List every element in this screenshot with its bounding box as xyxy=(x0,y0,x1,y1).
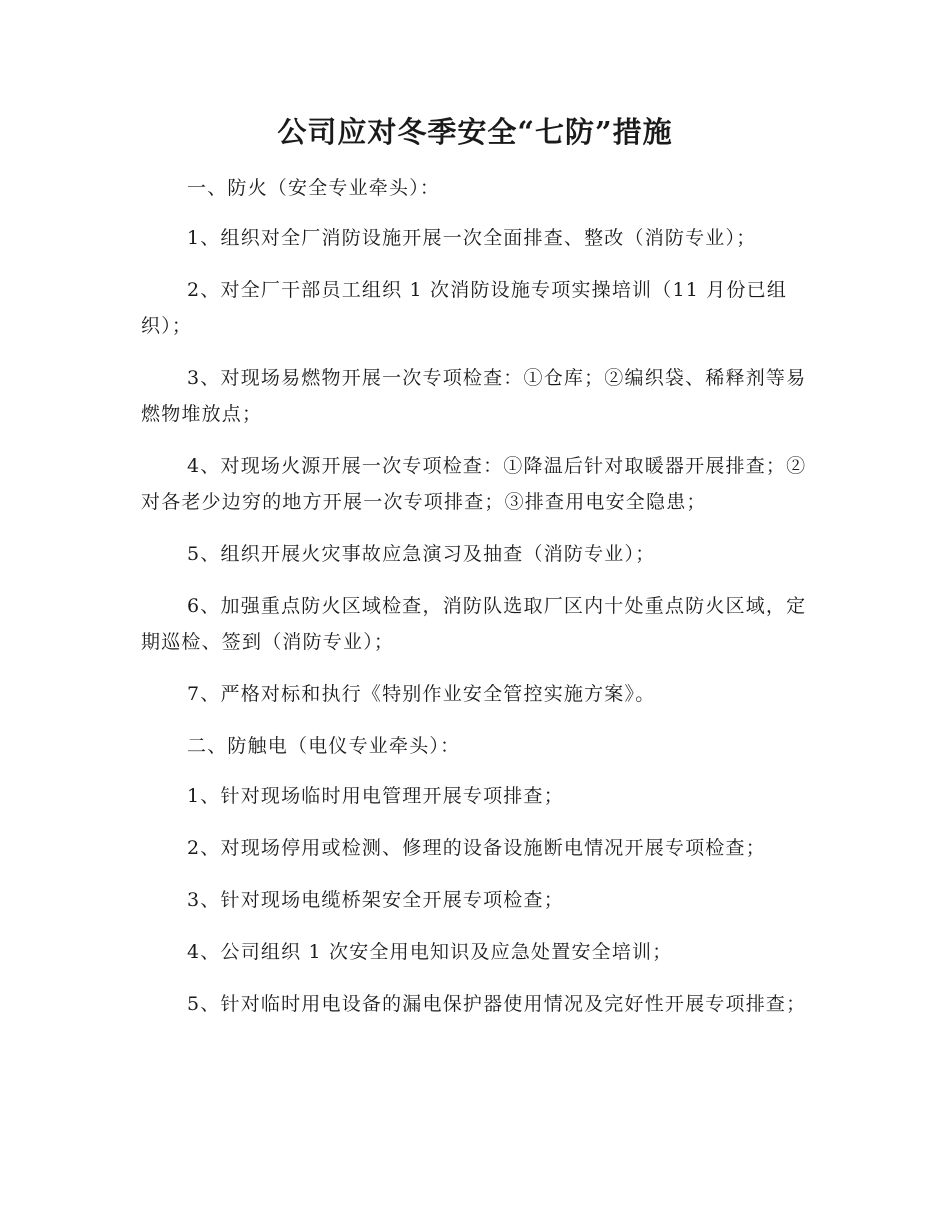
fire-item-7: 7、严格对标和执行《特别作业安全管控实施方案》。 xyxy=(187,683,656,705)
section-heading-electric-shock: 二、防触电（电仪专业牵头）： xyxy=(187,735,461,757)
fire-item-1: 1、组织对全厂消防设施开展一次全面排查、整改（消防专业）； xyxy=(187,227,757,249)
fire-item-5: 5、组织开展火灾事故应急演习及抽查（消防专业）； xyxy=(187,543,656,565)
document-title: 公司应对冬季安全“七防”措施 xyxy=(277,115,673,149)
section-heading-fire: 一、防火（安全专业牵头）： xyxy=(187,177,441,199)
electric-item-5: 5、针对临时用电设备的漏电保护器使用情况及完好性开展专项排查； xyxy=(187,993,807,1015)
electric-item-1: 1、针对现场临时用电管理开展专项排查； xyxy=(187,785,564,807)
document-body xyxy=(141,170,809,1038)
electric-item-4: 4、公司组织 1 次安全用电知识及应急处置安全培训； xyxy=(187,941,673,963)
fire-item-3: 3、对现场易燃物开展一次专项检查：①仓库；②编织袋、稀释剂等易燃物堆放点； xyxy=(141,367,807,425)
electric-item-3: 3、针对现场电缆桥架安全开展专项检查； xyxy=(187,889,564,911)
electric-item-2: 2、对现场停用或检测、修理的设备设施断电情况开展专项检查； xyxy=(187,837,766,859)
fire-item-6: 6、加强重点防火区域检查，消防队选取厂区内十处重点防火区域，定期巡检、签到（消防专业）； xyxy=(141,595,807,653)
fire-item-4: 4、对现场火源开展一次专项检查：①降温后针对取暖器开展排查；②对各老少边穷的地方开展一次专项排查；③排查用电安全隐患； xyxy=(141,455,807,513)
fire-item-2: 2、对全厂干部员工组织 1 次消防设施专项实操培训（11 月份已组织）； xyxy=(141,279,788,337)
